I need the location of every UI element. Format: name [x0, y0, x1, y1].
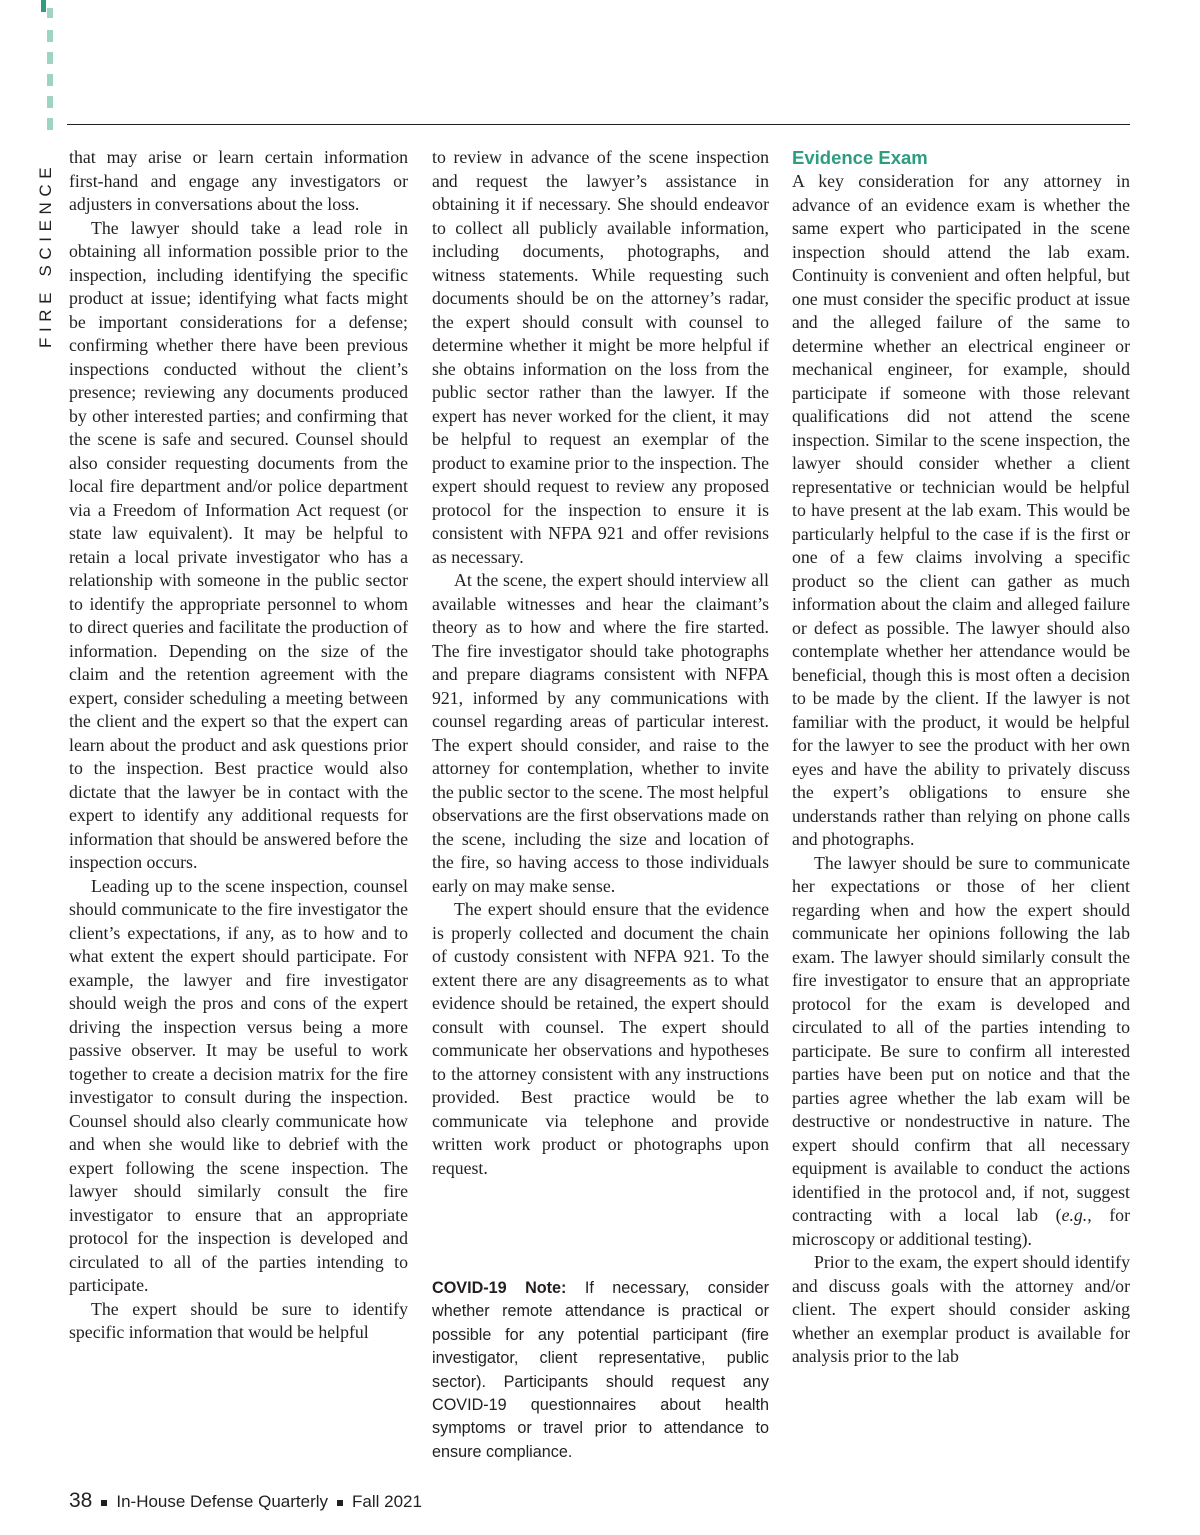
page-number: 38: [69, 1489, 93, 1512]
sidebar-accent-dash: [47, 30, 53, 42]
sidebar-accent-dash: [47, 52, 53, 64]
paragraph: The expert should be sure to identify specific information that would be helpful: [69, 1298, 408, 1342]
paragraph: to review in advance of the scene inspection and request the lawyer’s assistance in obtaining it if necessary. She should endeavor to collect all publicly available information, including documents, photographs, and witness statements. While requesting such documents should be on the attorney’s radar, the expert should consult with counsel to determine whether it might be more helpful if she obtains information on the loss from the public sector rather than the lawyer. If the expert has never worked for the client, it may be helpful to request an exemplar of the product to examine prior to the inspection. The expert should request to review any proposed protocol for the inspection to ensure it is consistent with NFPA 921 and offer revisions as necessary.: [432, 147, 769, 567]
sidebar-accent-bar: [41, 0, 46, 12]
issue-date: Fall 2021: [352, 1492, 422, 1511]
paragraph: that may arise or learn certain information first-hand and engage any investigators or adjusters in conversations about the loss.: [69, 147, 408, 214]
article-column-3: [792, 146, 1130, 1369]
publication-name: In-House Defense Quarterly: [116, 1492, 329, 1511]
paragraph: The lawyer should take a lead role in obtaining all information possible prior to the inspection, including identifying the specific product at issue; identifying what facts might be important considerations for a defense; confirming whether there have been previous inspections conducted without the client’s presence; reviewing any documents produced by other interested parties; and confirming that the scene is safe and secured. Counsel should also consider requesting documents from the local fire department and/or police department via a Freedom of Information Act request (or state law equivalent). It may be helpful to retain a local private investigator who has a relationship with someone in the public sector to identify the appropriate personnel to whom to direct queries and facilitate the production of information. Depending on the size of the claim and the retention agreement with the expert, consider scheduling a meeting between the client and the expert so that the expert can learn about the product and ask questions prior to the inspection. Best practice would also dictate that the lawyer be in contact with the expert to identify any additional requests for information that should be answered before the inspection occurs.: [69, 217, 408, 872]
paragraph-text: for microscopy or additional testing).: [792, 1205, 1130, 1249]
paragraph-italic: e.g.,: [1061, 1205, 1092, 1225]
covid-note-label: COVID-19 Note:: [432, 1279, 567, 1297]
paragraph: At the scene, the expert should interview all available witnesses and hear the claimant’s theory as to how and where the fire started. The fire investigator should take photographs and prepare diagrams consistent with NFPA 921, informed by any communications with counsel regarding areas of particular interest. The expert should consider, and raise to the attorney for contemplation, whether to invite the public sector to the scene. The most helpful observations are the first observations made on the scene, including the size and location of the fire, so having access to those individuals early on may make sense.: [432, 570, 769, 896]
sidebar-accent-dash: [47, 118, 53, 130]
section-heading: Evidence Exam: [792, 147, 928, 168]
paragraph: Leading up to the scene inspection, counsel should communicate to the fire investigator the client’s expectations, if any, as to how and to what extent the expert should participate. For example, the lawyer and fire investigator should weigh the pros and cons of the expert driving the inspection versus being a more passive observer. It may be useful to work together to create a decision matrix for the fire investigator to consult during the inspection. Counsel should also clearly communicate how and when she would like to debrief with the expert following the scene inspection. The lawyer should similarly consult the fire investigator to ensure that an appropriate protocol for the inspection is developed and circulated to all of the parties intending to participate.: [69, 875, 408, 1295]
paragraph: The expert should ensure that the evidence is properly collected and document the chain of custody consistent with NFPA 921. To the extent there are any disagreements as to what evidence should be retained, the expert should consult with counsel. The expert should communicate her observations and hypotheses to the attorney consistent with any instructions provided. Best practice would be to communicate via telephone and provide written work product or photographs upon request.: [432, 899, 769, 1178]
sidebar-accent-dash: [47, 96, 53, 108]
article-column-2: [432, 146, 769, 1180]
paragraph: Prior to the exam, the expert should identify and discuss goals with the attorney and/or client. The expert should consider asking whether an exemplar product is available for analysis prior to the lab: [792, 1252, 1130, 1366]
paragraph: A key consideration for any attorney in advance of an evidence exam is whether the same expert who participated in the scene inspection should attend the lab exam. Continuity is convenient and often helpful, but one must consider the specific product at issue and the alleged failure of the same to determine whether an electrical engineer or mechanical engineer, for example, should participate if someone with those relevant qualifications did not attend the scene inspection. Similar to the scene inspection, the lawyer should consider whether a client representative or technician would be helpful to have present at the lab exam. This would be particularly helpful to the case if is the first or one of a few claims involving a specific product so the client can gather as much information about the claim and alleged failure or defect as possible. The lawyer should also contemplate whether her attendance would be beneficial, though this is most often a decision to be made by the client. If the lawyer is not familiar with the product, it would be helpful for the lawyer to see the product with her own eyes and have the ability to privately discuss the expert’s obligations to ensure she understands rather than relying on phone calls and photographs.: [792, 171, 1130, 849]
paragraph-text: The lawyer should be sure to communicate her expectations or those of her client regarding when and how the expert should communicate her opinions following the lab exam. The lawyer should similarly consult the fire investigator to ensure that an appropriate protocol for the exam is developed and circulated to all of the parties intending to participate. Be sure to confirm all interested parties have been put on notice and that the parties agree whether the lab exam will be destructive or nondestructive in nature. The expert should confirm that all necessary equipment is available to conduct the actions identified in the protocol and, if not, suggest contracting with a local lab (: [792, 852, 1130, 1225]
covid-note: [432, 1277, 769, 1464]
bullet-separator: [101, 1500, 107, 1506]
sidebar-accent-dash: [47, 74, 53, 86]
paragraph: [792, 852, 1130, 1252]
article-column-1: [69, 146, 408, 1345]
header-rule: [67, 124, 1130, 125]
section-label: FIRE SCIENCE: [36, 161, 55, 348]
bullet-separator: [337, 1500, 343, 1506]
sidebar-accent-dash: [47, 8, 53, 18]
page-footer: [69, 1486, 422, 1516]
covid-note-text: If necessary, consider whether remote attendance is practical or possible for any potential participant (fire investigator, client representative, public sector). Participants should request any COVID-19 questionnaires about health symptoms or travel prior to attendance to ensure compliance.: [432, 1279, 769, 1461]
